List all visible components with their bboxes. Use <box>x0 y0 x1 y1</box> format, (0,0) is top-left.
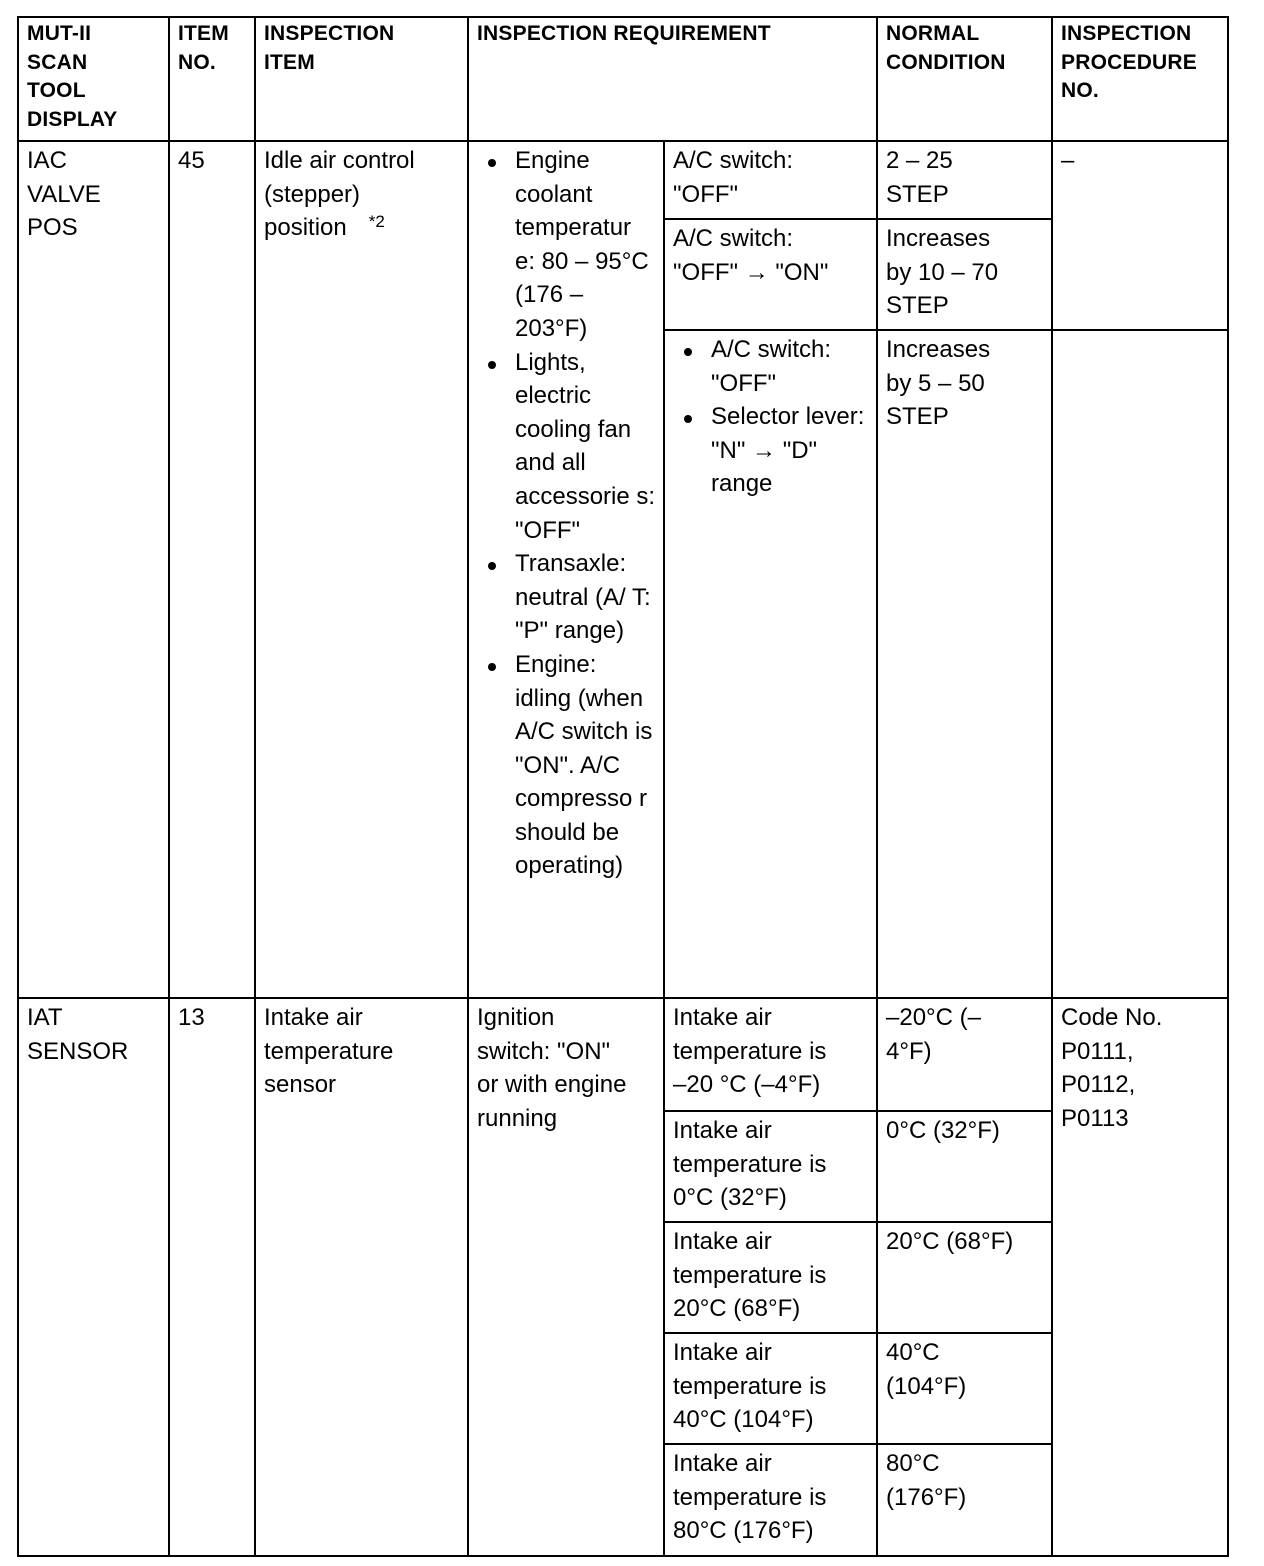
header-row <box>18 17 1228 141</box>
list-item: Lights, electric cooling fan and all accessorie s: "OFF" <box>477 346 657 548</box>
iat-condition-2: Intake air temperature is 0°C (32°F) <box>664 1111 877 1222</box>
iat-condition-4: Intake air temperature is 40°C (104°F) <box>664 1333 877 1444</box>
iac-row-1 <box>18 141 1228 219</box>
list-item: Selector lever: "N" → "D" range <box>673 400 870 501</box>
iac-requirements-cell <box>468 141 664 998</box>
iat-row-1 <box>18 998 1228 1111</box>
iac-procedure-empty <box>1052 330 1228 998</box>
iac-condition-3-list <box>673 333 870 501</box>
iat-inspection-item: Intake air temperature sensor <box>255 998 468 1556</box>
iat-condition-3: Intake air temperature is 20°C (68°F) <box>664 1222 877 1333</box>
iat-normal-1: –20°C (– 4°F) <box>877 998 1052 1111</box>
iat-requirement: Ignition switch: "ON" or with engine running <box>468 998 664 1556</box>
list-item: Engine coolant temperatur e: 80 – 95°C (176 – 203°F) <box>477 144 657 346</box>
header-inspection-item: INSPECTION ITEM <box>255 17 468 141</box>
inspection-table <box>17 16 1229 1557</box>
iat-item-no: 13 <box>169 998 255 1556</box>
iat-normal-4: 40°C (104°F) <box>877 1333 1052 1444</box>
iac-requirements-list <box>477 144 657 883</box>
list-item: A/C switch: "OFF" <box>673 333 870 400</box>
header-inspection-procedure-no: INSPECTION PROCEDURE NO. <box>1052 17 1228 141</box>
header-normal-condition: NORMAL CONDITION <box>877 17 1052 141</box>
iac-normal-2: Increases by 10 – 70 STEP <box>877 219 1052 330</box>
iat-normal-5: 80°C (176°F) <box>877 1444 1052 1556</box>
iac-normal-1: 2 – 25 STEP <box>877 141 1052 219</box>
iac-condition-1: A/C switch: "OFF" <box>664 141 877 219</box>
iat-normal-2: 0°C (32°F) <box>877 1111 1052 1222</box>
header-item-no: ITEM NO. <box>169 17 255 141</box>
header-inspection-requirement: INSPECTION REQUIREMENT <box>468 17 877 141</box>
iac-display: IAC VALVE POS <box>18 141 169 998</box>
list-item: Transaxle: neutral (A/ T: "P" range) <box>477 547 657 648</box>
list-item: Engine: idling (when A/C switch is "ON". A/C compresso r should be operating) <box>477 648 657 883</box>
iac-item-no: 45 <box>169 141 255 998</box>
iat-display: IAT SENSOR <box>18 998 169 1556</box>
inspection-table-sheet <box>17 16 1229 1557</box>
iac-inspection-item: Idle air control (stepper) position <box>264 147 415 242</box>
header-scan-tool-display: MUT-II SCAN TOOL DISPLAY <box>18 17 169 141</box>
iac-note-mark: *2 <box>368 212 385 232</box>
iac-procedure-no: – <box>1052 141 1228 330</box>
iac-condition-2: A/C switch: "OFF" → "ON" <box>664 219 877 330</box>
iat-normal-3: 20°C (68°F) <box>877 1222 1052 1333</box>
iac-inspection-item-cell <box>255 141 468 998</box>
iac-condition-3 <box>664 330 877 998</box>
iat-condition-1: Intake air temperature is –20 °C (–4°F) <box>664 998 877 1111</box>
iac-normal-3: Increases by 5 – 50 STEP <box>877 330 1052 998</box>
iat-procedure-no: Code No. P0111, P0112, P0113 <box>1052 998 1228 1556</box>
iat-condition-5: Intake air temperature is 80°C (176°F) <box>664 1444 877 1556</box>
